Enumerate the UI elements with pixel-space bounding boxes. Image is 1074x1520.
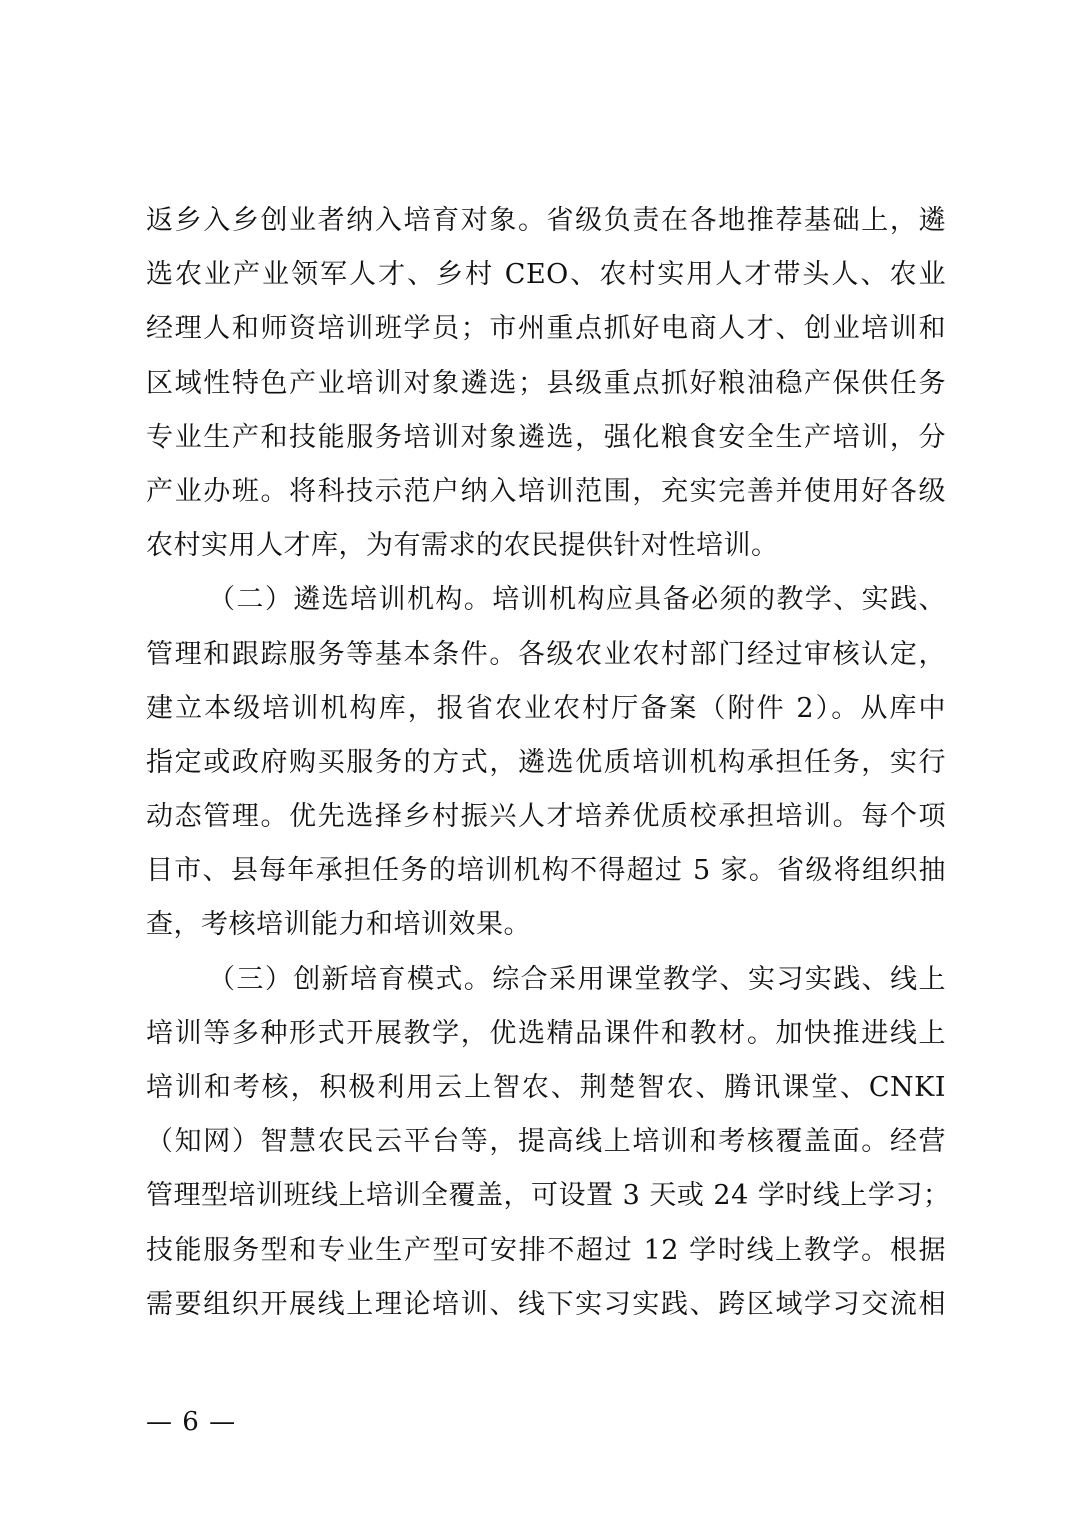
text-line: 选农业产业领军人才、乡村 CEO、农村实用人才带头人、农业 (146, 259, 946, 291)
text-line: 培训和考核，积极利用云上智农、荆楚智农、腾讯课堂、CNKI (146, 1072, 946, 1103)
text-line: 动态管理。优先选择乡村振兴人才培养优质校承担培训。每个项 (146, 801, 946, 833)
text-line: 指定或政府购买服务的方式，遴选优质培训机构承担任务，实行 (146, 746, 946, 778)
text-line: 培训等多种形式开展教学，优选精品课件和教材。加快推进线上 (146, 1017, 946, 1049)
text-line: 经理人和师资培训班学员；市州重点抓好电商人才、创业培训和 (146, 313, 946, 345)
text-line: 管理型培训班线上培训全覆盖，可设置 3 天或 24 学时线上学习； (146, 1180, 951, 1212)
text-line: 需要组织开展线上理论培训、线下实习实践、跨区域学习交流相 (146, 1288, 946, 1320)
text-line: 建立本级培训机构库，报省农业农村厅备案（附件 2）。从库中 (146, 692, 946, 724)
text-line: 技能服务型和专业生产型可安排不超过 12 学时线上教学。根据 (146, 1234, 946, 1266)
text-line: 专业生产和技能服务培训对象遴选，强化粮食安全生产培训，分 (146, 421, 946, 453)
text-line: 查，考核培训能力和培训效果。 (146, 909, 531, 941)
text-line: （知网）智慧农民云平台等，提高线上培训和考核覆盖面。经营 (146, 1126, 946, 1158)
text-line: 产业办班。将科技示范户纳入培训范围，充实完善并使用好各级 (146, 475, 946, 507)
text-line: 区域性特色产业培训对象遴选；县级重点抓好粮油稳产保供任务 (146, 367, 946, 399)
text-line: 农村实用人才库，为有需求的农民提供针对性培训。 (146, 530, 779, 562)
text-line: 管理和跟踪服务等基本条件。各级农业农村部门经过审核认定， (146, 638, 946, 670)
section-heading-line: （二）遴选培训机构。培训机构应具备必须的教学、实践、 (208, 584, 946, 616)
text-line: 返乡入乡创业者纳入培育对象。省级负责在各地推荐基础上，遴 (146, 205, 946, 236)
text-line: 目市、县每年承担任务的培训机构不得超过 5 家。省级将组织抽 (146, 855, 946, 887)
section-heading-line: （三）创新培育模式。综合采用课堂教学、实习实践、线上 (208, 963, 946, 995)
page-number: — 6 — (146, 1407, 237, 1437)
document-body (146, 194, 951, 1332)
